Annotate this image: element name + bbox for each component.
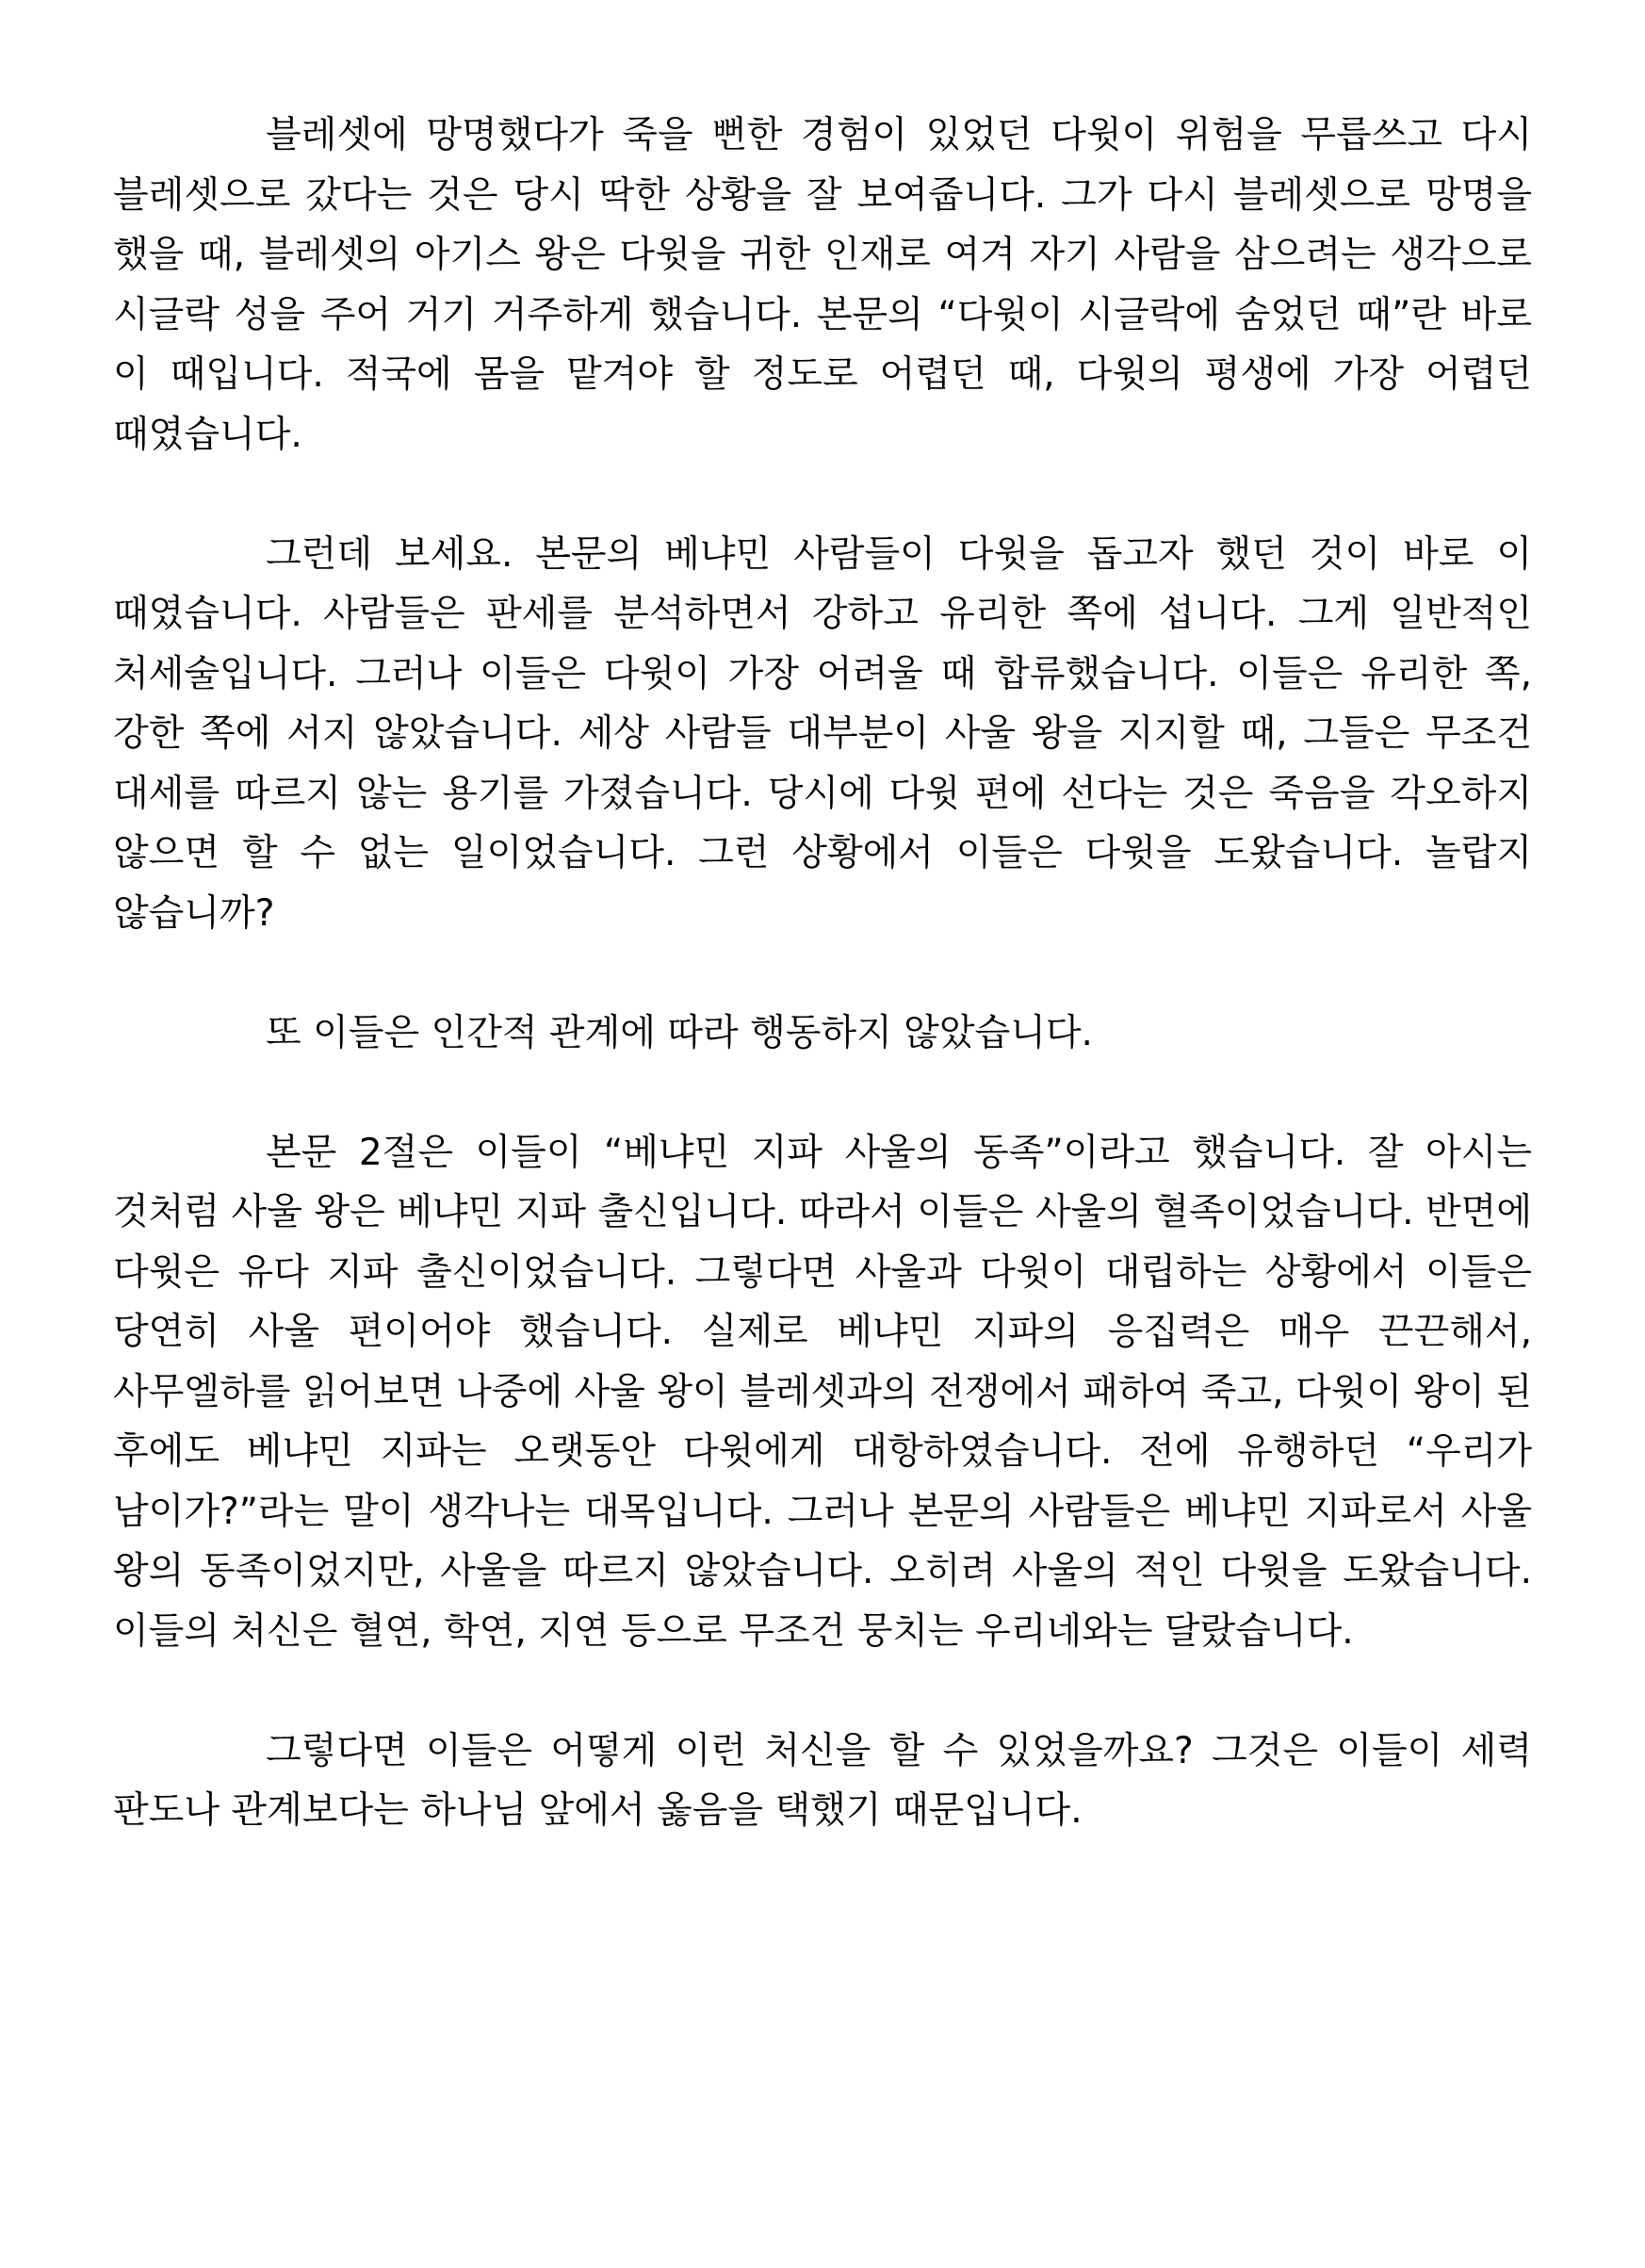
paragraph-4: 본문 2절은 이들이 “베냐민 지파 사울의 동족”이라고 했습니다. 잘 아시는 것처럼 사울 왕은 베냐민 지파 출신입니다. 따라서 이들은 사울의 혈족이었습니다. 반면에 다윗은 유다 지파 출신이었습니다. 그렇다면 사울과 다윗이 대립하는 상황에서 이들은 당연히 사울 편이어야 했습니다. 실제로 베냐민 지파의 응집력은 매우 끈끈해서, 사무엘하를 읽어보면 나중에 사울 왕이 블레셋과의 전쟁에서 패하여 죽고, 다윗이 왕이 된 후에도 베냐민 지파는 오랫동안 다윗에게 대항하였습니다. 전에 유행하던 “우리가 남이가?”라는 말이 생각나는 대목입니다. 그러나 본문의 사람들은 베냐민 지파로서 사울 왕의 동족이었지만, 사울을 따르지 않았습니다. 오히려 사울의 적인 다윗을 도왔습니다. 이들의 처신은 혈연, 학연, 지연 등으로 무조건 뭉치는 우리네와는 달랐습니다.	[113, 1131, 1532, 1653]
paragraph-3: 또 이들은 인간적 관계에 따라 행동하지 않았습니다.	[266, 1011, 1093, 1054]
paragraph-2: 그런데 보세요. 본문의 베냐민 사람들이 다윗을 돕고자 했던 것이 바로 이 때였습니다. 사람들은 판세를 분석하면서 강하고 유리한 쪽에 섭니다. 그게 일반적인 처세술입니다. 그러나 이들은 다윗이 가장 어려울 때 합류했습니다. 이들은 유리한 쪽, 강한 쪽에 서지 않았습니다. 세상 사람들 대부분이 사울 왕을 지지할 때, 그들은 무조건 대세를 따르지 않는 용기를 가졌습니다. 당시에 다윗 편에 선다는 것은 죽음을 각오하지 않으면 할 수 없는 일이었습니다. 그런 상황에서 이들은 다윗을 도왔습니다. 놀랍지 않습니까?	[113, 532, 1532, 935]
paragraph-5: 그렇다면 이들은 어떻게 이런 처신을 할 수 있었을까요? 그것은 이들이 세력 판도나 관계보다는 하나님 앞에서 옳음을 택했기 때문입니다.	[113, 1729, 1532, 1832]
paragraph-1: 블레셋에 망명했다가 죽을 뻔한 경험이 있었던 다윗이 위험을 무릅쓰고 다시 블레셋으로 갔다는 것은 당시 딱한 상황을 잘 보여줍니다. 그가 다시 블레셋으로 망명을 했을 때, 블레셋의 아기스 왕은 다윗을 귀한 인재로 여겨 자기 사람을 삼으려는 생각으로 시글락 성을 주어 거기 거주하게 했습니다. 본문의 “다윗이 시글락에 숨었던 때”란 바로 이 때입니다. 적국에 몸을 맡겨야 할 정도로 어렵던 때, 다윗의 평생에 가장 어렵던 때였습니다.	[113, 114, 1532, 456]
